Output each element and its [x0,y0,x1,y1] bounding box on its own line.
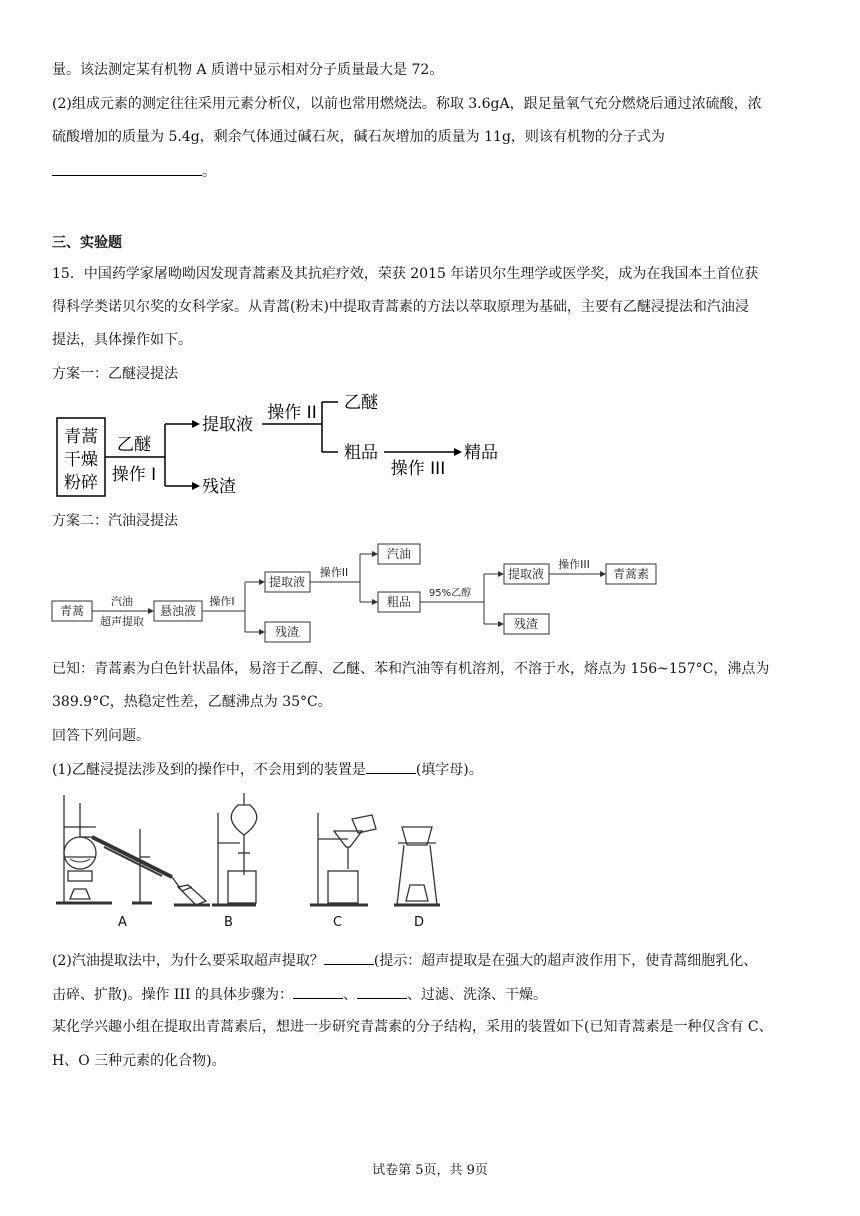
question-2-line-2: 击碎、扩散)。操作 III 的具体步骤为： 、 、过滤、洗涤、干燥。 [52,984,547,1005]
residue-2: 残渣 [274,625,300,639]
period: 。 [202,164,216,180]
apparatus-a [56,795,210,905]
fine-product: 精品 [464,443,498,463]
flow-diagram-ether [52,390,498,502]
apparatus-figure [52,793,452,933]
question-15-line-3: 提法，具体操作如下。 [52,332,192,348]
known-line-1: 已知：青蒿素为白色针状晶体，易溶于乙醇、乙醚、苯和汽油等有机溶剂，不溶于水，熔点为 156~157°C，沸点为 [52,661,770,677]
answer-intro: 回答下列问题。 [52,728,150,744]
text-line-1: 量。该法测定某有机物 A 质谱中显示相对分子质量最大是 72。 [52,62,444,78]
q2-blank-1[interactable] [324,950,374,965]
reagent-ether: 乙醚 [117,435,151,455]
q2-blank-3[interactable] [357,984,407,999]
ultrasonic-extraction: 超声提取 [100,615,144,628]
plan-two-label: 方案二：汽油浸提法 [52,513,178,529]
operation-3-gasoline: 操作III [558,558,590,571]
extract-liquid-3: 提取液 [507,567,545,581]
residue-3: 残渣 [513,617,539,631]
q2-blank-2[interactable] [293,984,343,999]
operation-2: 操作 II [267,403,317,423]
question-2-line-1: (2)汽油提取法中，为什么要采取超声提取？ (提示：超声提取是在强大的超声波作用下，使青蒿细胞乳化、 [52,950,757,971]
group-line-1: 某化学兴趣小组在提取出青蒿素后，想进一步研究青蒿素的分子结构，采用的装置如下(已知青蒿素是一种仅含有 C、 [52,1019,773,1035]
text-line-4 [52,161,216,182]
section-heading: 三、实验题 [52,235,122,251]
extract-liquid: 提取液 [202,415,253,435]
crude-product-2: 粗品 [386,595,412,609]
artemisinin-product: 青蒿素 [612,567,650,581]
apparatus-d [394,827,440,905]
known-line-2: 389.9°C，热稳定性差，乙醚沸点为 35°C。 [52,694,332,710]
crude-product: 粗品 [344,443,378,463]
box-line-1: 青蒿 [64,427,98,447]
page-footer: 试卷第 5页，共 9页 [372,1163,488,1178]
question-1: (1)乙醚浸提法涉及到的操作中，不会用到的装置是 (填字母)。 [52,759,483,780]
suspension: 悬浊液 [159,604,197,618]
box-line-3: 粉碎 [64,473,98,493]
q1-blank[interactable] [366,759,416,774]
label-d: D [414,915,425,930]
label-a: A [118,915,127,930]
apparatus-c [310,813,376,905]
gasoline-recovered: 汽油 [386,547,412,561]
label-b: B [224,915,233,930]
operation-2-gasoline: 操作II [319,566,349,579]
operation-3: 操作 III [390,459,446,479]
text-line-3: 硫酸增加的质量为 5.4g，剩余气体通过碱石灰，碱石灰增加的质量为 11g，则该有机物的分子式为 [52,129,665,145]
label-c: C [333,915,343,930]
text-line-2: (2)组成元素的测定往往采用元素分析仪，以前也常用燃烧法。称取 3.6gA，跟足量氧气充分燃烧后通过浓硫酸，浓 [52,96,762,112]
answer-blank[interactable] [52,161,202,176]
flow-diagram-gasoline [52,540,692,645]
reagent-gasoline: 汽油 [111,595,133,608]
question-15-line-2: 得科学类诺贝尔奖的女科学家。从青蒿(粉末)中提取青蒿素的方法以萃取原理为基础，主要有乙醚浸提法和汽油浸 [52,299,749,315]
operation-1-gasoline: 操作I [209,595,235,608]
extract-liquid-2: 提取液 [268,575,306,589]
start-herb: 青蒿 [59,604,85,618]
operation-1: 操作 I [111,465,157,485]
box-line-2: 干燥 [64,450,98,470]
residue: 残渣 [202,477,236,497]
question-15-line-1: 15．中国药学家屠呦呦因发现青蒿素及其抗疟疗效，荣获 2015 年诺贝尔生理学或医学奖，成为在我国本土首位获 [52,266,759,282]
plan-one-label: 方案一：乙醚浸提法 [52,366,178,382]
apparatus-b [212,793,257,905]
group-line-2: H、O 三种元素的化合物)。 [52,1053,226,1069]
ethanol-95: 95%乙醇 [428,588,472,599]
ether-product: 乙醚 [344,393,378,413]
